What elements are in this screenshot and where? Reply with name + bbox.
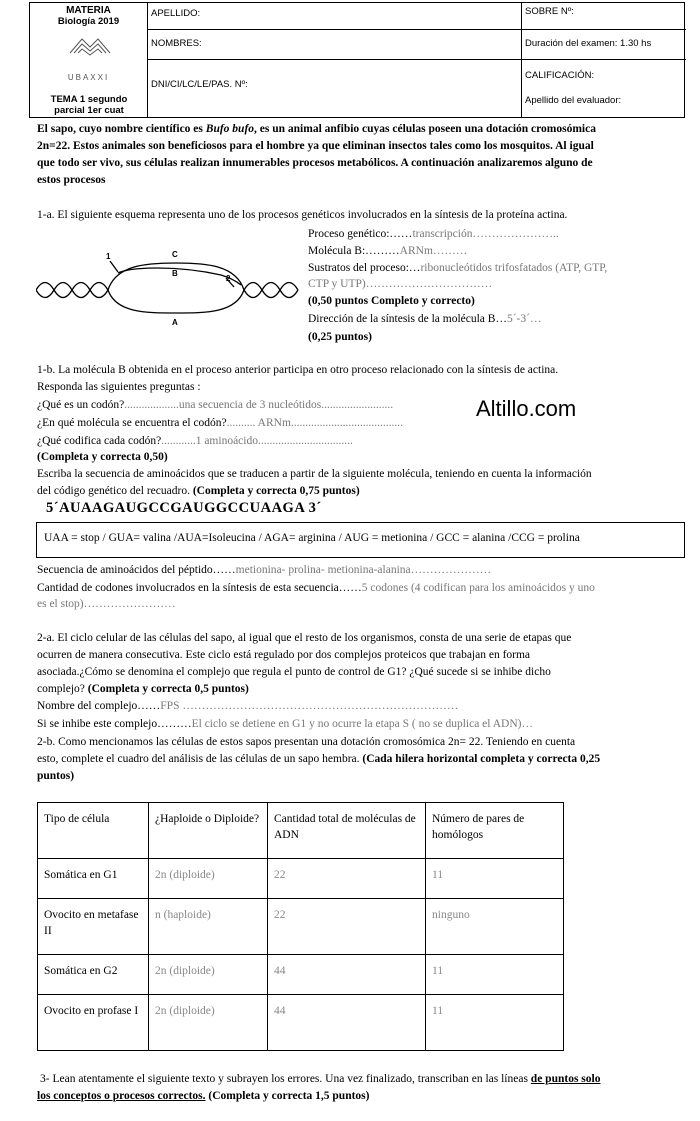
q1a-puntos-1: (0,50 puntos Completo y correcto) [308,295,475,307]
materia-value: Biología 2019 [57,16,120,27]
inhibe-line: Si se inhibe este complejo………El ciclo se detiene en G1 y no ocurre la etapa S ( no se duplica el ADN)… [37,718,533,730]
calificacion-field[interactable]: CALIFICACIÓN: [525,70,595,81]
materia-label: MATERIA [66,5,111,16]
table-header-cell: Cantidad total de moléculas de ADN [268,803,426,859]
q1b-seq-text-2: del código genético del recuadro. (Completa y correcta 0,75 puntos) [37,485,360,497]
diagram-label-b: B [172,269,178,278]
table-cell: Somática en G2 [38,955,149,995]
diagram-label-2: 2 [226,274,231,283]
table-header-cell: Número de pares de homólogos [426,803,564,859]
table-row [38,899,564,955]
table-cell[interactable]: n (haploide) [149,899,268,955]
secuencia-line: Secuencia de aminoácidos del péptido……metionina- prolina- metionina-alanina………………… [37,564,492,576]
table-cell[interactable]: 11 [426,955,564,995]
codon-question: ¿Qué es un codón?...................una secuencia de 3 nucleótidos......................... [37,399,394,411]
altillo-watermark: Altillo.com [476,396,577,421]
dni-field[interactable]: DNI/CI/LC/LE/PAS. Nº: [151,79,248,90]
q1b-line-2: Responda las siguientes preguntas : [37,381,201,393]
q1a-puntos-2: (0,25 puntos) [308,331,372,343]
molecula-line: Molécula B:………ARNm……… [308,245,468,257]
table-header-row [38,803,564,859]
table-row [38,955,564,995]
apellido-field[interactable]: APELLIDO: [151,8,201,19]
q2a-line-1: 2-a. El ciclo celular de las células del sapo, al igual que el resto de los organismos, consta de una serie de etapas que [37,632,572,644]
exam-header [29,2,685,118]
direccion-line: Dirección de la síntesis de la molécula B…5´-3´… [308,313,542,325]
intro-line-2: 2n=22. Estos animales son beneficiosos para el hombre ya que eliminan insectos tales como los mosquitos. Al igual [37,140,594,152]
q2a-line-3: asociada.¿Cómo se denomina el complejo que regula el punto de control de G1? ¿Qué sucede si se inhibe dicho [37,666,551,678]
tema-label: TEMA 1 segundo parcial 1er cuat [50,94,128,116]
proceso-line: Proceso genético:……transcripción………………….. [308,228,559,240]
table-cell: Ovocito en metafase II [38,899,149,955]
intro-line-1: El sapo, cuyo nombre científico es Bufo bufo, es un animal anfibio cuyas células poseen una dotación cromosómica [37,123,596,135]
genetic-code-box [36,522,685,558]
table-cell: Somática en G1 [38,859,149,899]
table-cell: Ovocito en profase I [38,995,149,1051]
q2a-line-4: complejo? (Completa y correcta 0,5 puntos) [37,683,249,695]
table-cell[interactable]: 11 [426,995,564,1051]
table-header-cell: Tipo de célula [38,803,149,859]
diagram-label-c: C [172,250,178,259]
q3-line-2: los conceptos o procesos correctos. (Completa y correcta 1,5 puntos) [37,1090,370,1102]
diagram-label-a: A [172,318,178,327]
duracion-label: Duración del examen: 1.30 hs [525,38,652,49]
table-cell[interactable]: 44 [268,995,426,1051]
q2b-line-1: 2-b. Como mencionamos las células de estos sapos presentan una dotación cromosómica 2n= 22. Teniendo en cuenta [37,736,576,748]
table-cell[interactable]: 2n (diploide) [149,859,268,899]
cantidad-line-2: es el stop)…………………… [37,598,176,610]
table-header-cell: ¿Haploide o Diploide? [149,803,268,859]
ubaxxi-logo-text: UBAXXI [67,73,110,82]
q1b-seq-text-1: Escriba la secuencia de aminoácidos que se traducen a partir de la siguiente molécula, teniendo en cuenta la información [37,468,592,480]
table-cell[interactable]: 22 [268,859,426,899]
table-cell[interactable]: 11 [426,859,564,899]
q1a-statement: 1-a. El siguiente esquema representa uno de los procesos genéticos involucrados en la síntesis de la proteína actina. [37,209,568,221]
sustratos-line: Sustratos del proceso:…ribonucleótidos trifosfatados (ATP, GTP, [308,262,608,274]
q1b-line-1: 1-b. La molécula B obtenida en el proceso anterior participa en otro proceso relacionado con la síntesis de actina. [37,364,559,376]
table-cell[interactable]: 22 [268,899,426,955]
q2a-line-2: ocurren de manera consecutiva. Este ciclo está regulado por dos complejos proteicos que trabajan en forma [37,649,531,661]
q2b-line-2: esto, complete el cuadro del análisis de las células de un sapo hembra. (Cada hilera horizontal completa y correcta 0,25 [37,753,601,765]
rna-sequence: 5´AUAAGAUGCCGAUGGCCUAAGA 3´ [46,500,322,516]
cantidad-line: Cantidad de codones involucrados en la síntesis de esta secuencia……5 codones (4 codifican para los aminoácidos y uno [37,582,595,594]
transcription-diagram [36,245,306,330]
q1b-puntos: (Completa y correcta 0,50) [37,451,168,463]
table-cell[interactable]: 44 [268,955,426,995]
sobre-field[interactable]: SOBRE Nº: [525,6,574,17]
table-cell[interactable]: ninguno [426,899,564,955]
intro-line-4: estos procesos [37,174,106,186]
intro-line-3: que todo ser vivo, sus células realizan innumerables procesos metabólicos. A continuación analizaremos alguno de [37,157,593,169]
q2b-line-3: puntos) [37,770,75,782]
evaluador-field[interactable]: Apellido del evaluador: [525,95,622,106]
sustratos-line-2: CTP y UTP)…………………………… [308,278,493,290]
table-cell[interactable]: 2n (diploide) [149,955,268,995]
q3-line-1: 3- Lean atentamente el siguiente texto y subrayen los errores. Una vez finalizado, transcriban en las líneas de puntos solo [40,1073,601,1085]
diagram-label-1: 1 [106,252,111,261]
genetic-code-text: UAA = stop / GUA= valina /AUA=Isoleucina / AGA= arginina / AUG = metionina / GCC = alanina /CCG = prolina [44,532,580,544]
table-cell[interactable]: 2n (diploide) [149,995,268,1051]
ubaxxi-logo [60,35,120,69]
nombres-field[interactable]: NOMBRES: [151,38,202,49]
table-row [38,995,564,1051]
table-row [38,859,564,899]
nombre-complejo-line: Nombre del complejo……FPS ……………………………………………………………… [37,700,459,712]
cell-analysis-table [37,802,564,1051]
codifica-question: ¿Qué codifica cada codón?............1 aminoácido................................. [37,435,353,447]
molecula-question: ¿En qué molécula se encuentra el codón?.......... ARNm....................................... [37,417,404,429]
